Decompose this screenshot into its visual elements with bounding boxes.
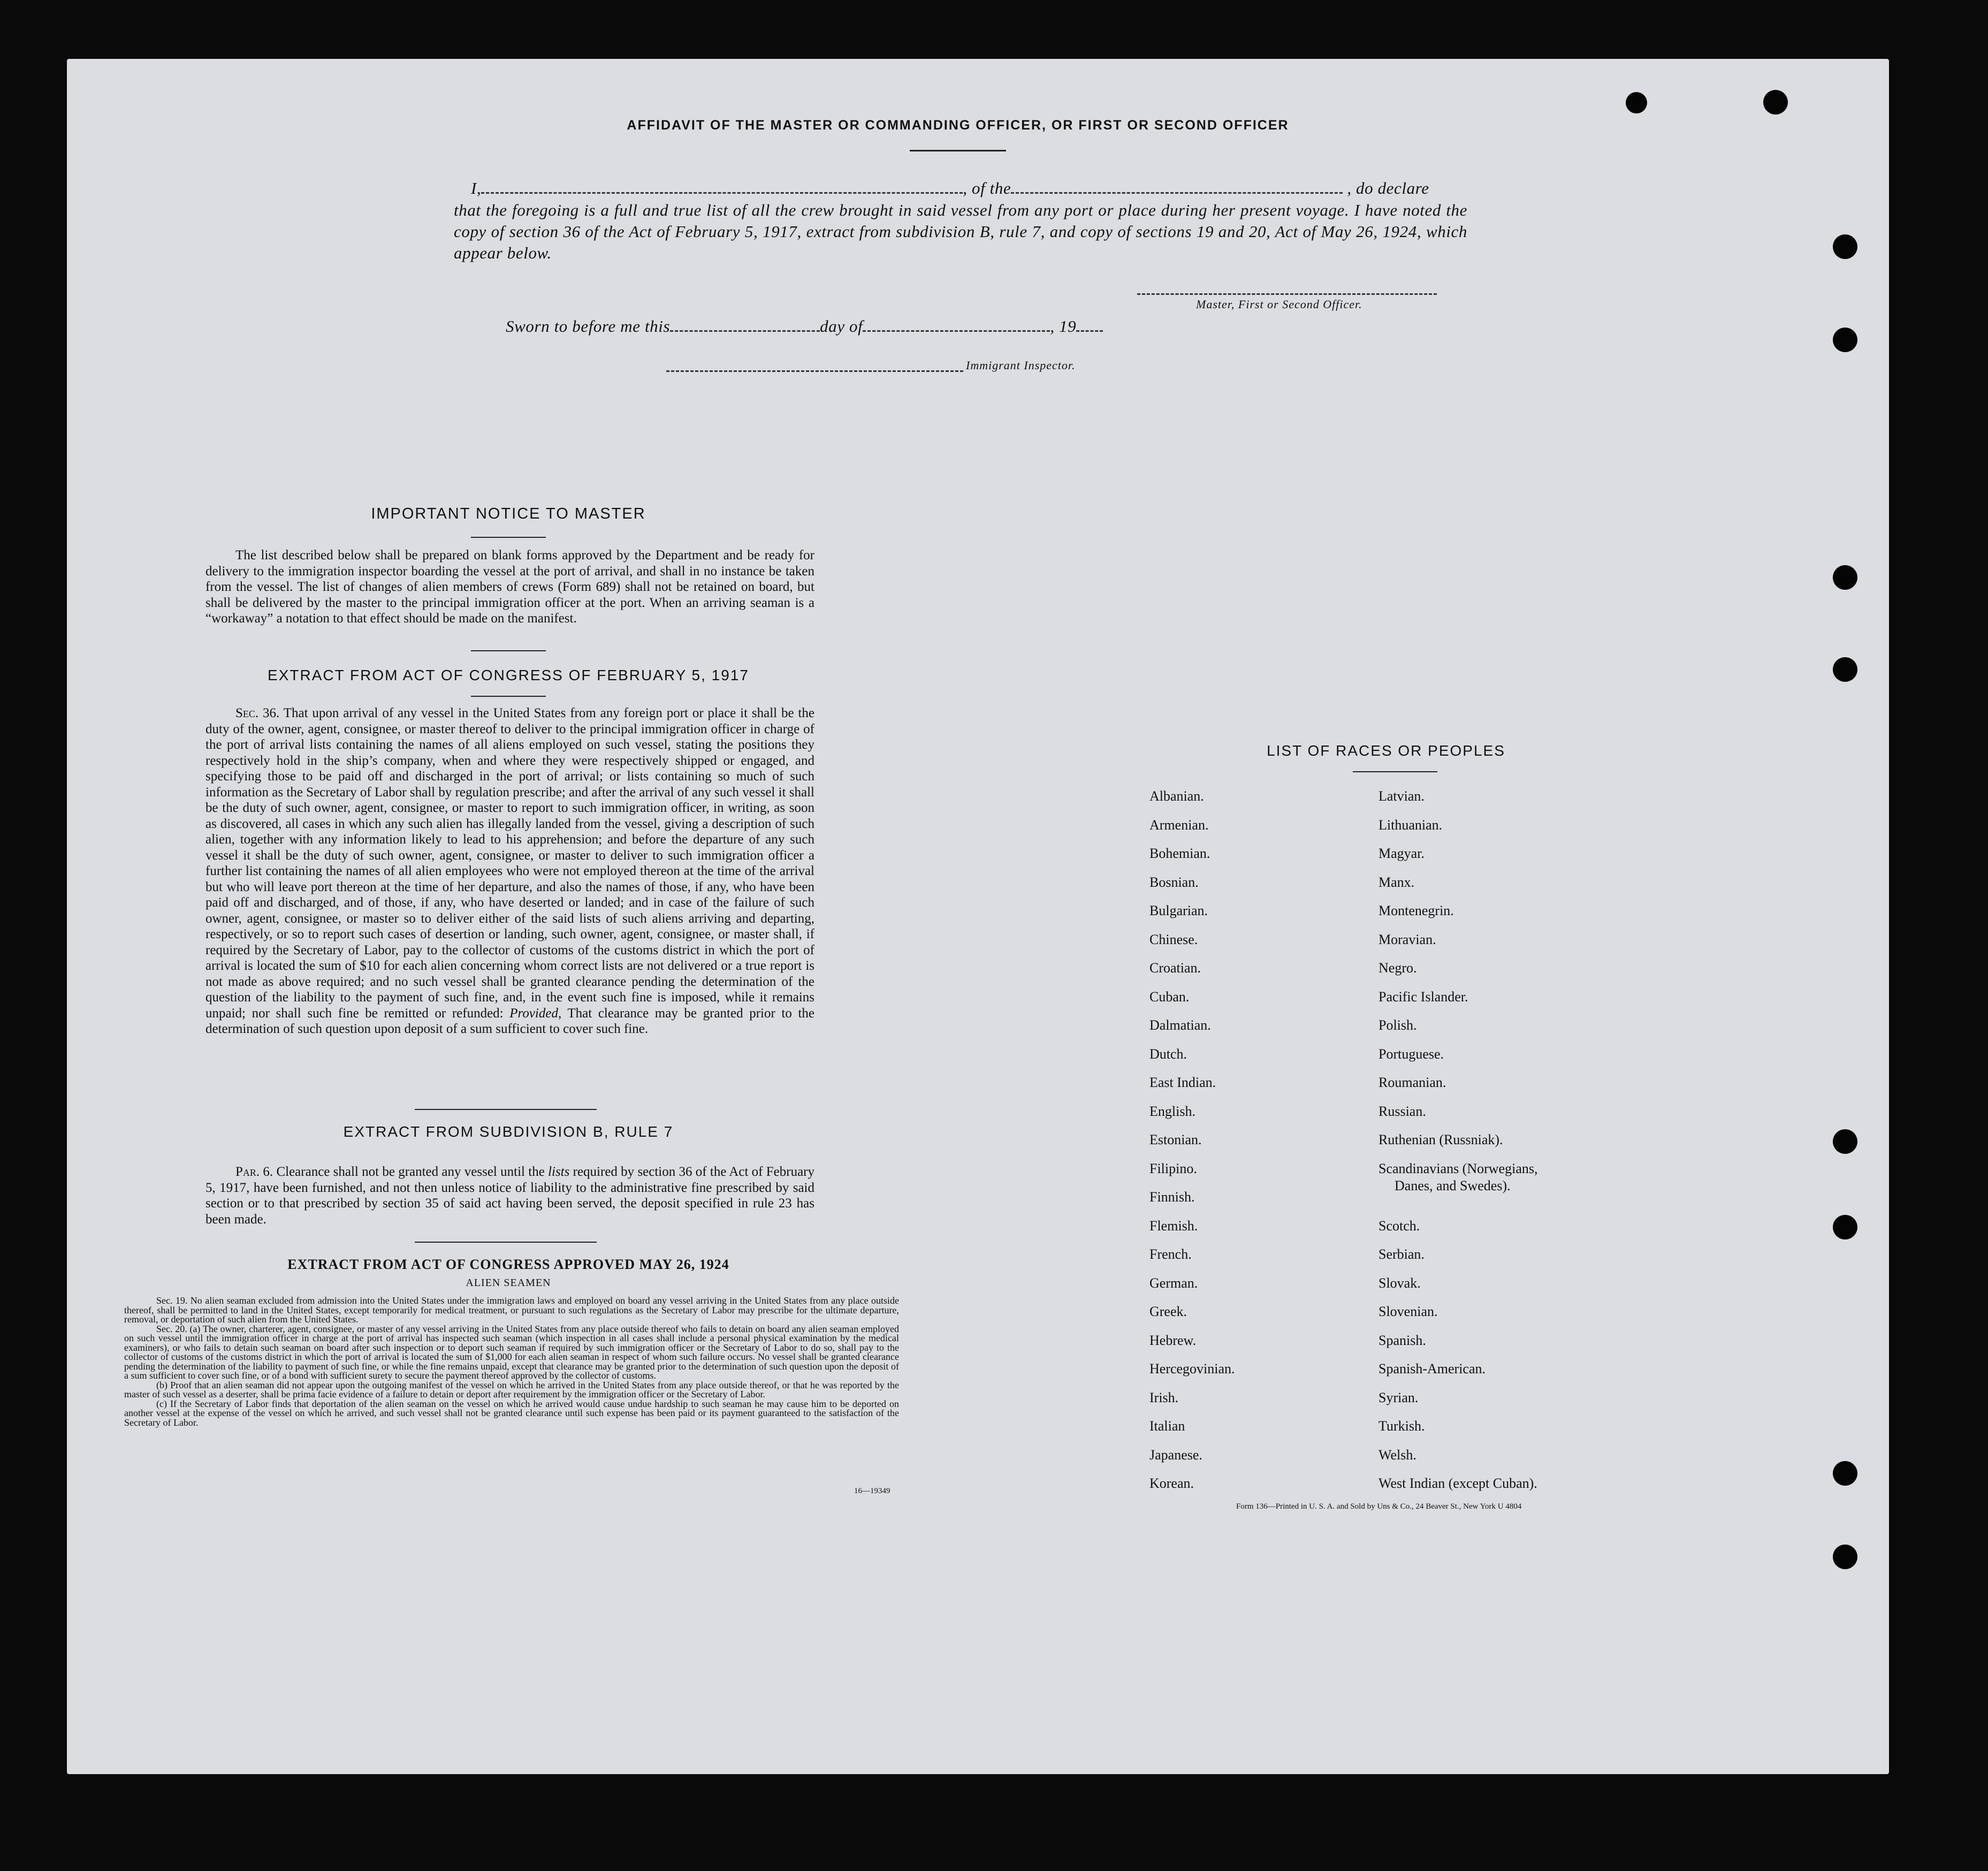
divider bbox=[471, 696, 546, 697]
race-item: East Indian. bbox=[1149, 1075, 1216, 1090]
race-item: Spanish. bbox=[1378, 1332, 1426, 1348]
race-item: Syrian. bbox=[1378, 1389, 1419, 1405]
affidavit-declaration-line bbox=[471, 178, 1466, 199]
section-label: Sec. 36. bbox=[235, 706, 280, 720]
affidavit-declare-label: , do declare bbox=[1347, 179, 1429, 197]
race-item: English. bbox=[1149, 1103, 1195, 1119]
rule-7-text bbox=[205, 1164, 814, 1227]
punch-hole bbox=[1833, 657, 1857, 682]
affidavit-i-label: I, bbox=[471, 179, 482, 197]
section-19-text: Sec. 19. No alien seaman excluded from admission into the United States under the immigration laws and employed on board any vessel arriving in the United States from any place outside thereof, shall be permitted to land in the United States, except temporarily for medical treatment, or pursuant to such regulations as the Secretary of Labor may prescribe for the ultimate departure, removal, or deportation of such alien from the United States. bbox=[124, 1295, 899, 1325]
rule-7-title: EXTRACT FROM SUBDIVISION B, RULE 7 bbox=[343, 1123, 674, 1140]
race-item: Bosnian. bbox=[1149, 874, 1199, 890]
punch-hole bbox=[1626, 92, 1647, 113]
race-item: Danes, and Swedes). bbox=[1395, 1177, 1511, 1193]
punch-hole bbox=[1833, 1545, 1857, 1569]
sworn-line bbox=[506, 316, 1201, 337]
race-item: Greek. bbox=[1149, 1304, 1187, 1319]
race-item: Polish. bbox=[1378, 1017, 1417, 1033]
provided-word: Provided, bbox=[509, 1006, 562, 1021]
form-code: 16—19349 bbox=[854, 1487, 890, 1495]
race-item: Irish. bbox=[1149, 1389, 1179, 1405]
notice-text bbox=[205, 547, 814, 627]
race-item: Negro. bbox=[1378, 960, 1417, 976]
act-1924-text bbox=[124, 1296, 899, 1427]
affidavit-title: AFFIDAVIT OF THE MASTER OR COMMANDING OFFICER, OR FIRST OR SECOND OFFICER bbox=[627, 118, 1289, 133]
race-item: Roumanian. bbox=[1378, 1075, 1446, 1090]
race-item: Magyar. bbox=[1378, 846, 1425, 861]
race-item: Japanese. bbox=[1149, 1447, 1202, 1463]
notice-paragraph: The list described below shall be prepared on blank forms approved by the Department and be ready for delivery to the immigration inspector boarding the vessel at the port of arrival, and shall in no instance be taken from the vessel. The list of changes of alien members of crews (Form 689) shall not be retained on board, but shall be delivered by the master to the principal immigration officer at the port. When an arriving seaman is a “workaway” a notation to that effect should be made on the manifest. bbox=[205, 548, 814, 626]
notice-title: IMPORTANT NOTICE TO MASTER bbox=[371, 505, 646, 522]
races-title: LIST OF RACES OR PEOPLES bbox=[1267, 742, 1505, 759]
race-item: Pacific Islander. bbox=[1378, 988, 1468, 1005]
race-item: Cuban. bbox=[1149, 988, 1190, 1005]
inspector-signature-line bbox=[666, 370, 963, 372]
race-item: Montenegrin. bbox=[1378, 903, 1454, 918]
affidavit-of-the-label: , of the bbox=[963, 179, 1011, 197]
sworn-label: Sworn to before me this bbox=[506, 317, 671, 336]
race-item: Flemish. bbox=[1149, 1218, 1198, 1234]
race-item: Croatian. bbox=[1149, 960, 1201, 976]
act-1924-subtitle: ALIEN SEAMEN bbox=[466, 1277, 551, 1289]
divider bbox=[415, 1109, 597, 1110]
master-signature-label: Master, First or Second Officer. bbox=[1196, 298, 1362, 311]
master-signature-line bbox=[1137, 293, 1437, 295]
race-item: Manx. bbox=[1378, 874, 1415, 890]
race-item: Chinese. bbox=[1149, 931, 1198, 947]
race-item: Albanian. bbox=[1149, 788, 1204, 804]
race-item: Bohemian. bbox=[1149, 846, 1210, 861]
race-item: Portuguese. bbox=[1378, 1046, 1444, 1062]
race-item: French. bbox=[1149, 1246, 1192, 1262]
race-item: Filipino. bbox=[1149, 1160, 1197, 1176]
race-item: Hercegovinian. bbox=[1149, 1361, 1235, 1376]
race-item: Turkish. bbox=[1378, 1418, 1425, 1434]
act-1917-title: EXTRACT FROM ACT OF CONGRESS OF FEBRUARY 5, 1917 bbox=[268, 667, 749, 683]
rule-7-text-a: Clearance shall not be granted any vessel until the bbox=[276, 1165, 545, 1179]
affidavit-body: that the foregoing is a full and true list of all the crew brought in said vessel from any port or place during her present voyage. I have noted the copy of section 36 of the Act of February 5, 1917, extract from subdivision B, rule 7, and copy of sections 19 and 20, Act of May 26, 1924, which appear below. bbox=[454, 201, 1467, 262]
race-item: Dalmatian. bbox=[1149, 1017, 1211, 1033]
race-item: Bulgarian. bbox=[1149, 903, 1208, 918]
inspector-signature-label: Immigrant Inspector. bbox=[966, 359, 1076, 372]
section-20a-text: Sec. 20. (a) The owner, charterer, agent, consignee, or master of any vessel arriving in the United States from any place outside thereof who fails to detain on board any alien seaman employed on such vessel until the immigration officer in charge at the port of arrival has inspected such seaman (which inspection in all cases shall include a personal physical examination by the medical examiners), or who fails to detain such seaman on board after such inspection or to deport such seaman if required by such immigration officer or the Secretary of Labor to do so, shall pay to the collector of customs of the customs district in which the port of arrival is located the sum of $1,000 for each alien seaman in respect of whom such failure occurs. No vessel shall be granted clearance pending the determination of the liability to payment of such fine, or while the fine remains unpaid, except that clearance may be granted prior to the determination of such question upon the deposit of a sum sufficient to cover such fine, or of a bond with sufficient surety to secure the payment thereof approved by the collector of customs. bbox=[124, 1323, 899, 1381]
rule-7-text-b: required by section 36 of the Act of February 5, 1917, have been furnished, and not then unless notice of liability to the administrative fine prescribed by said section or to that prescribed by section 35 of said act having been served, the deposit specified in rule 23 has been made. bbox=[205, 1165, 814, 1227]
day-of-label: day of bbox=[820, 317, 863, 336]
race-item: Estonian. bbox=[1149, 1132, 1202, 1147]
race-item: Hebrew. bbox=[1149, 1332, 1197, 1348]
race-item: West Indian (except Cuban). bbox=[1378, 1475, 1537, 1491]
divider bbox=[910, 150, 1006, 151]
divider bbox=[471, 650, 546, 651]
race-item: Scotch. bbox=[1378, 1218, 1420, 1234]
punch-hole bbox=[1763, 90, 1788, 115]
race-item: Russian. bbox=[1378, 1103, 1426, 1119]
act-1924-title: EXTRACT FROM ACT OF CONGRESS APPROVED MAY 26, 1924 bbox=[287, 1257, 729, 1272]
year-label: , 19 bbox=[1050, 317, 1077, 336]
race-item: Serbian. bbox=[1378, 1246, 1425, 1262]
act-1917-text bbox=[205, 705, 814, 1037]
race-item: Armenian. bbox=[1149, 817, 1209, 833]
race-item: Moravian. bbox=[1378, 931, 1436, 947]
race-item: Spanish-American. bbox=[1378, 1361, 1486, 1376]
lists-word: lists bbox=[548, 1165, 570, 1179]
section-20b-text: (b) Proof that an alien seaman did not appear upon the outgoing manifest of the vessel on which he arrived in the United States from any place outside thereof, or that he was reported by the master of such vessel as a deserter, shall be prima facie evidence of a failure to detain or deport after requirement by the immigration officer or the Secretary of Labor. bbox=[124, 1379, 899, 1400]
punch-hole bbox=[1833, 1461, 1857, 1486]
race-item: Korean. bbox=[1149, 1475, 1194, 1491]
divider bbox=[415, 1242, 597, 1243]
race-item: Slovenian. bbox=[1378, 1304, 1438, 1319]
race-item: Italian bbox=[1149, 1418, 1185, 1434]
printer-footer: Form 136—Printed in U. S. A. and Sold by Uns & Co., 24 Beaver St., New York U 4804 bbox=[1236, 1502, 1522, 1511]
section-20c-text: (c) If the Secretary of Labor finds that deportation of the alien seaman on the vessel on which he arrived would cause undue hardship to such seaman he may cause him to be deported on another vessel at the expense of the vessel on which he arrived, and such vessel shall not be granted clearance until such expense has been paid or its payment guaranteed to the satisfaction of the Secretary of Labor. bbox=[124, 1398, 899, 1428]
race-item: Latvian. bbox=[1378, 788, 1425, 804]
divider bbox=[471, 537, 546, 538]
race-item: Dutch. bbox=[1149, 1046, 1187, 1062]
punch-hole bbox=[1833, 1129, 1857, 1154]
race-item: Slovak. bbox=[1378, 1275, 1421, 1291]
race-item: German. bbox=[1149, 1275, 1198, 1291]
race-item: Finnish. bbox=[1149, 1189, 1195, 1205]
divider bbox=[1353, 771, 1437, 772]
punch-hole bbox=[1833, 565, 1857, 590]
race-item: Ruthenian (Russniak). bbox=[1378, 1132, 1503, 1147]
section-36-text: That upon arrival of any vessel in the United States from any foreign port or place it shall be the duty of the owner, agent, consignee, or master thereof to deliver to the principal immigration officer in charge of the port of arrival lists containing the names of all aliens employed on such vessel, stating the positions they respectively hold in the ship’s company, when and where they were respectively shipped or engaged, and specifying those to be paid off and discharged in the port of arrival; or lists containing so much of such information as the Secretary of Labor shall by regulation prescribe; and after the arrival of any such vessel it shall be the duty of such owner, agent, consignee, or master to report to such immigration officer, in writing, as soon as discovered, all cases in which any such alien has illegally landed from the vessel, giving a description of such alien, together with any information likely to lead to his apprehension; and before the departure of any such vessel it shall be the duty of such owner, agent, consignee, or master to deliver to such immigration officer a further list containing the names of all alien employees who were not employed thereon at the time of the arrival but who will leave port thereon at the time of her departure, and also the names of those, if any, who have been paid off and discharged, and of those, if any, who have deserted or landed; and in case of the failure of such owner, agent, consignee, or master so to deliver either of the said lists of such aliens arriving and departing, respectively, or so to report such cases of desertion or landing, such owner, agent, consignee, or master shall, if required by the Secretary of Labor, pay to the collector of customs of the customs district in which the port of arrival is located the sum of $10 for each alien concerning whom correct lists are not delivered or a true report is not made as above required; and no such vessel shall be granted clearance pending the determination of the question of the liability to the payment of such fine, and, in the event such fine is imposed, while it remains unpaid; nor shall such fine be remitted or refunded: bbox=[205, 706, 814, 1021]
section-36-text-end: That clearance may be granted prior to the determination of such question upon deposit of a sum sufficient to cover such fine. bbox=[205, 1006, 815, 1036]
punch-hole bbox=[1833, 234, 1857, 259]
punch-hole bbox=[1833, 1215, 1857, 1239]
race-item: Scandinavians (Norwegians, bbox=[1378, 1160, 1538, 1176]
paragraph-label: Par. 6. bbox=[235, 1165, 273, 1179]
race-item: Welsh. bbox=[1378, 1447, 1416, 1463]
race-item: Lithuanian. bbox=[1378, 817, 1443, 833]
punch-hole bbox=[1833, 328, 1857, 352]
